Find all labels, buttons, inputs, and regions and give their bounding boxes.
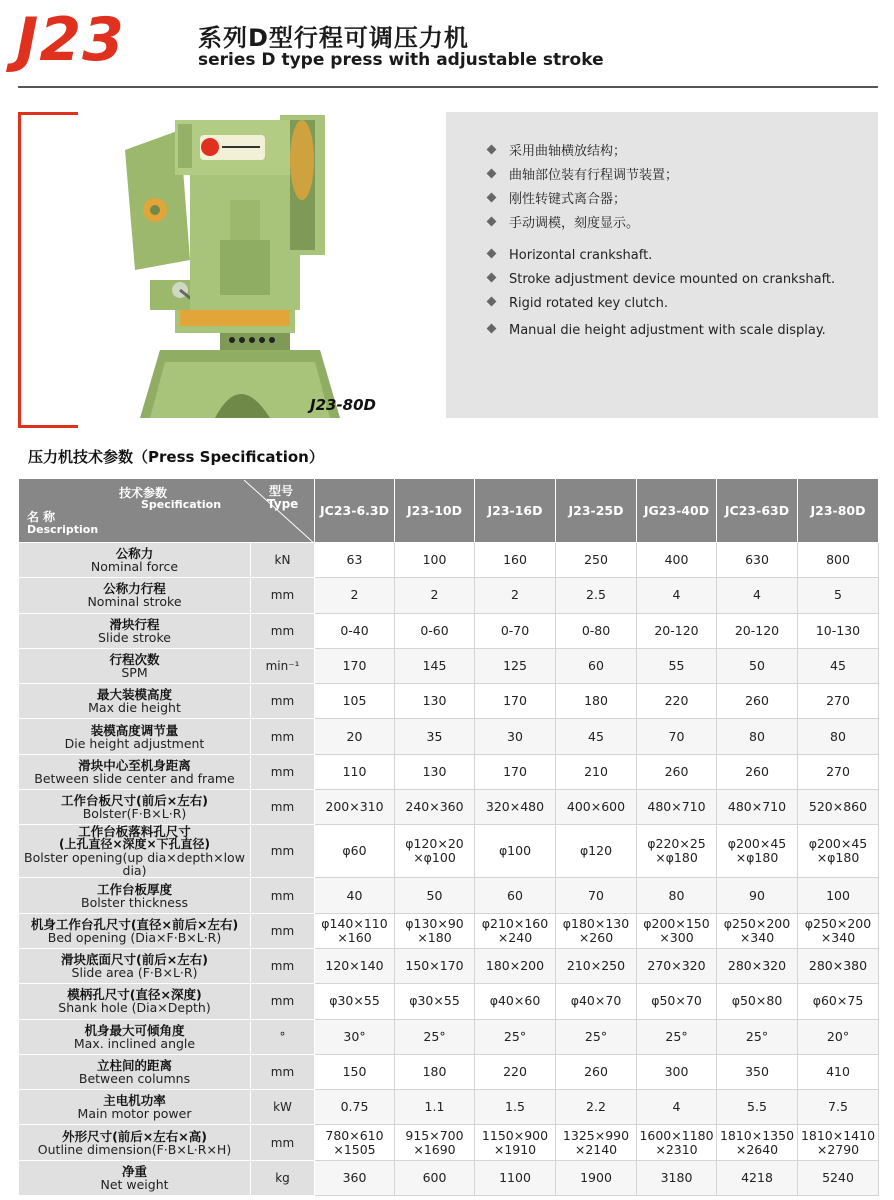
table-cell: 1150×900 ×1910 [475, 1125, 556, 1160]
table-cell: 1.1 [395, 1090, 475, 1125]
table-cell: 170 [475, 684, 556, 719]
feature-zh-2: 曲轴部位装有行程调节装置； [488, 164, 678, 183]
table-cell: 150×170 [395, 948, 475, 983]
table-cell: 1100 [475, 1160, 556, 1195]
table-cell: 2 [395, 578, 475, 613]
table-cell: 160 [475, 543, 556, 578]
description-en: Max die height [88, 700, 181, 716]
feature-en-3: Rigid rotated key clutch. [488, 296, 668, 311]
table-cell: 0-60 [395, 613, 475, 648]
header-divider [18, 86, 878, 88]
description-en: Nominal force [90, 559, 179, 575]
spec-table-title: 压力机技术参数（Press Specification） [28, 448, 324, 466]
row-unit: mm [251, 1054, 315, 1089]
row-description [19, 754, 251, 789]
table-cell: φ220×25 ×φ180 [637, 825, 717, 878]
description-zh: 滑块中心至机身距离 [78, 757, 191, 773]
table-cell: 35 [395, 719, 475, 754]
diamond-bullet-icon [487, 273, 497, 283]
table-cell: 780×610 ×1505 [315, 1125, 395, 1160]
table-cell: 20-120 [717, 613, 798, 648]
table-cell: 400×600 [556, 790, 637, 825]
table-cell: 5240 [798, 1160, 879, 1195]
table-cell: 180×200 [475, 948, 556, 983]
table-cell: 630 [717, 543, 798, 578]
table-row [19, 984, 879, 1019]
description-en: Die height adjustment [64, 735, 205, 751]
row-description [19, 684, 251, 719]
table-cell: 320×480 [475, 790, 556, 825]
description-zh: 外形尺寸(前后×左右×高) [62, 1128, 207, 1144]
table-cell: 5.5 [717, 1090, 798, 1125]
row-unit: mm [251, 913, 315, 948]
table-cell: 20 [315, 719, 395, 754]
corner-desc-zh: 名 称 [27, 509, 56, 524]
description-en: Bolster opening(up dia×depth×low dia) [24, 850, 245, 879]
corner-desc-en: Description [27, 522, 99, 536]
table-corner-header [19, 479, 315, 543]
row-description [19, 913, 251, 948]
table-cell: φ200×45 ×φ180 [798, 825, 879, 878]
table-cell: 63 [315, 543, 395, 578]
description-en: Bolster(F·B×L·R) [82, 806, 187, 822]
table-cell: 0.75 [315, 1090, 395, 1125]
table-row [19, 948, 879, 983]
table-cell: 1325×990 ×2140 [556, 1125, 637, 1160]
corner-type-zh: 型号 [269, 483, 294, 498]
table-cell: 150 [315, 1054, 395, 1089]
description-en: SPM [121, 665, 148, 681]
description-zh: 机身最大可倾角度 [84, 1022, 185, 1038]
row-unit: mm [251, 613, 315, 648]
table-cell: φ140×110 ×160 [315, 913, 395, 948]
row-description [19, 790, 251, 825]
table-cell: 20-120 [637, 613, 717, 648]
title-chinese: 系列D型行程可调压力机 [198, 24, 469, 52]
row-unit: mm [251, 578, 315, 613]
row-description [19, 613, 251, 648]
table-cell: 7.5 [798, 1090, 879, 1125]
table-cell: 80 [798, 719, 879, 754]
table-row [19, 719, 879, 754]
diamond-bullet-icon [487, 145, 497, 155]
row-description [19, 1160, 251, 1195]
row-unit: mm [251, 754, 315, 789]
description-zh: 机身工作台孔尺寸(直径×前后×左右) [30, 916, 239, 932]
table-row [19, 1019, 879, 1054]
row-description [19, 948, 251, 983]
feature-list-panel [446, 112, 878, 418]
table-cell: 1810×1410 ×2790 [798, 1125, 879, 1160]
table-cell: 350 [717, 1054, 798, 1089]
table-cell: 130 [395, 684, 475, 719]
table-cell: 10-130 [798, 613, 879, 648]
table-cell: 2.5 [556, 578, 637, 613]
table-cell: 1.5 [475, 1090, 556, 1125]
table-row [19, 878, 879, 913]
table-cell: 520×860 [798, 790, 879, 825]
table-cell: φ180×130 ×260 [556, 913, 637, 948]
table-row [19, 613, 879, 648]
table-cell: 50 [717, 648, 798, 683]
table-cell: φ120 [556, 825, 637, 878]
table-cell: φ210×160 ×240 [475, 913, 556, 948]
page-header [0, 0, 894, 90]
table-cell: 270 [798, 684, 879, 719]
description-en: Shank hole (Dia×Depth) [58, 1000, 211, 1016]
table-row [19, 648, 879, 683]
table-cell: 220 [637, 684, 717, 719]
table-cell: 250 [556, 543, 637, 578]
description-zh-sub: (上孔直径×深度×下孔直径) [58, 837, 211, 852]
row-description [19, 719, 251, 754]
press-machine-illustration [120, 100, 370, 420]
table-cell: 45 [556, 719, 637, 754]
table-cell: 2 [475, 578, 556, 613]
table-cell: 125 [475, 648, 556, 683]
description-zh: 滑块底面尺寸(前后×左右) [61, 952, 208, 968]
description-en: Between columns [78, 1071, 191, 1086]
table-cell: 100 [395, 543, 475, 578]
table-cell: 200×310 [315, 790, 395, 825]
row-description [19, 1125, 251, 1160]
description-zh: 净重 [121, 1163, 147, 1179]
table-cell: 20° [798, 1019, 879, 1054]
model-header: JC23-6.3D [315, 479, 395, 543]
table-cell: 120×140 [315, 948, 395, 983]
feature-en-2: Stroke adjustment device mounted on crankshaft. [488, 272, 835, 287]
press-specification-table [18, 478, 879, 1196]
table-cell: 70 [556, 878, 637, 913]
description-en: Main motor power [77, 1106, 192, 1122]
table-cell: φ30×55 [395, 984, 475, 1019]
table-cell: 220 [475, 1054, 556, 1089]
table-cell: φ250×200 ×340 [798, 913, 879, 948]
model-header: J23-10D [395, 479, 475, 543]
table-cell: 600 [395, 1160, 475, 1195]
description-zh: 工作台板尺寸(前后×左右) [61, 793, 208, 809]
description-en: Between slide center and frame [34, 770, 235, 786]
corner-type-en: Type [267, 496, 299, 511]
table-cell: 1810×1350 ×2640 [717, 1125, 798, 1160]
table-cell: 100 [798, 878, 879, 913]
row-description [19, 578, 251, 613]
machine-model-label: J23-80D [310, 396, 377, 414]
table-cell: φ30×55 [315, 984, 395, 1019]
red-bracket-decoration [18, 112, 78, 428]
table-cell: 25° [395, 1019, 475, 1054]
description-zh: 最大装模高度 [96, 687, 172, 703]
table-cell: 2 [315, 578, 395, 613]
description-en: Slide stroke [98, 629, 171, 645]
table-cell: φ200×45 ×φ180 [717, 825, 798, 878]
table-cell: φ60×75 [798, 984, 879, 1019]
model-header: JG23-40D [637, 479, 717, 543]
table-cell: 480×710 [637, 790, 717, 825]
table-row [19, 1090, 879, 1125]
description-zh: 工作台板落料孔尺寸 [78, 824, 191, 840]
table-row [19, 1054, 879, 1089]
table-cell: 180 [395, 1054, 475, 1089]
table-cell: φ40×70 [556, 984, 637, 1019]
row-description [19, 1054, 251, 1089]
row-description [19, 1019, 251, 1054]
table-cell: φ100 [475, 825, 556, 878]
table-cell: 145 [395, 648, 475, 683]
feature-zh-3: 刚性转键式离合器； [488, 188, 626, 207]
table-cell: 410 [798, 1054, 879, 1089]
table-cell: 105 [315, 684, 395, 719]
description-en: Nominal stroke [87, 594, 182, 610]
table-cell: 180 [556, 684, 637, 719]
table-cell: 80 [637, 878, 717, 913]
feature-en-4: Manual die height adjustment with scale display. [488, 323, 826, 338]
diamond-bullet-icon [487, 249, 497, 259]
table-cell: 210 [556, 754, 637, 789]
description-en: Max. inclined angle [73, 1035, 196, 1051]
table-cell: φ50×80 [717, 984, 798, 1019]
table-cell: 260 [556, 1054, 637, 1089]
table-row [19, 578, 879, 613]
feature-zh-1: 采用曲轴横放结构； [488, 140, 626, 159]
table-cell: 110 [315, 754, 395, 789]
table-cell: 300 [637, 1054, 717, 1089]
spec-table-body [19, 543, 879, 1196]
row-unit: kg [251, 1160, 315, 1195]
description-zh: 滑块行程 [109, 616, 160, 632]
description-zh: 立柱间的距离 [96, 1058, 172, 1073]
row-unit: mm [251, 984, 315, 1019]
description-en: Outline dimension(F·B×L·R×H) [37, 1141, 232, 1157]
description-en: Slide area (F·B×L·R) [71, 965, 198, 981]
model-header: J23-16D [475, 479, 556, 543]
table-cell: 240×360 [395, 790, 475, 825]
row-unit: mm [251, 790, 315, 825]
table-row [19, 790, 879, 825]
table-cell: 260 [637, 754, 717, 789]
row-unit: mm [251, 825, 315, 878]
table-cell: 55 [637, 648, 717, 683]
diamond-bullet-icon [487, 193, 497, 203]
row-description [19, 543, 251, 578]
row-unit: mm [251, 684, 315, 719]
table-cell: φ200×150 ×300 [637, 913, 717, 948]
table-cell: 90 [717, 878, 798, 913]
feature-zh-4: 手动调模，刻度显示。 [488, 212, 639, 231]
description-zh: 工作台板厚度 [96, 881, 172, 897]
row-description [19, 825, 251, 878]
table-cell: 80 [717, 719, 798, 754]
table-cell: 0-40 [315, 613, 395, 648]
model-header: JC23-63D [717, 479, 798, 543]
row-unit: mm [251, 719, 315, 754]
table-cell: φ40×60 [475, 984, 556, 1019]
table-cell: 40 [315, 878, 395, 913]
table-cell: φ130×90 ×180 [395, 913, 475, 948]
row-unit: mm [251, 878, 315, 913]
diamond-bullet-icon [487, 217, 497, 227]
row-description [19, 878, 251, 913]
model-header: J23-80D [798, 479, 879, 543]
row-unit: mm [251, 1125, 315, 1160]
table-cell: 25° [556, 1019, 637, 1054]
feature-en-1: Horizontal crankshaft. [488, 248, 652, 263]
table-cell: 1600×1180 ×2310 [637, 1125, 717, 1160]
table-row [19, 684, 879, 719]
diamond-bullet-icon [487, 324, 497, 334]
table-cell: 1900 [556, 1160, 637, 1195]
row-unit: min⁻¹ [251, 648, 315, 683]
row-description [19, 648, 251, 683]
table-row [19, 1160, 879, 1195]
corner-spec-en: Specification [141, 497, 222, 511]
table-cell: 4 [717, 578, 798, 613]
table-cell: 0-70 [475, 613, 556, 648]
table-row [19, 825, 879, 878]
table-cell: 2.2 [556, 1090, 637, 1125]
table-cell: 25° [717, 1019, 798, 1054]
row-unit: kW [251, 1090, 315, 1125]
table-cell: φ60 [315, 825, 395, 878]
row-description [19, 984, 251, 1019]
corner-spec-zh: 技术参数 [119, 485, 168, 500]
table-row [19, 913, 879, 948]
row-unit: ° [251, 1019, 315, 1054]
table-cell: 270 [798, 754, 879, 789]
description-zh: 公称力 [115, 546, 154, 562]
table-cell: 4218 [717, 1160, 798, 1195]
row-unit: kN [251, 543, 315, 578]
description-en: Bed opening (Dia×F·B×L·R) [47, 929, 222, 945]
description-zh: 行程次数 [109, 652, 160, 668]
table-cell: φ50×70 [637, 984, 717, 1019]
title-english: series D type press with adjustable stroke [198, 50, 604, 70]
table-cell: 400 [637, 543, 717, 578]
diamond-bullet-icon [487, 169, 497, 179]
table-cell: 4 [637, 1090, 717, 1125]
table-cell: 800 [798, 543, 879, 578]
description-zh: 模柄孔尺寸(直径×深度) [67, 987, 202, 1003]
table-cell: 280×380 [798, 948, 879, 983]
table-cell: 5 [798, 578, 879, 613]
table-cell: 50 [395, 878, 475, 913]
table-cell: 4 [637, 578, 717, 613]
table-cell: 25° [475, 1019, 556, 1054]
table-cell: 25° [637, 1019, 717, 1054]
table-cell: 360 [315, 1160, 395, 1195]
table-header-row [19, 479, 879, 543]
table-cell: 0-80 [556, 613, 637, 648]
description-zh: 装模高度调节量 [90, 722, 179, 738]
table-cell: φ120×20 ×φ100 [395, 825, 475, 878]
table-cell: 130 [395, 754, 475, 789]
table-cell: 30 [475, 719, 556, 754]
table-cell: 210×250 [556, 948, 637, 983]
row-description [19, 1090, 251, 1125]
table-cell: φ250×200 ×340 [717, 913, 798, 948]
table-cell: 30° [315, 1019, 395, 1054]
press-machine-icon [120, 100, 370, 420]
table-row [19, 1125, 879, 1160]
series-logo: J23 [16, 5, 125, 75]
table-cell: 260 [717, 754, 798, 789]
table-row [19, 543, 879, 578]
table-cell: 260 [717, 684, 798, 719]
table-cell: 45 [798, 648, 879, 683]
description-en: Net weight [100, 1176, 169, 1192]
table-cell: 170 [315, 648, 395, 683]
description-en: Bolster thickness [81, 894, 188, 910]
table-cell: 915×700 ×1690 [395, 1125, 475, 1160]
table-cell: 170 [475, 754, 556, 789]
table-cell: 480×710 [717, 790, 798, 825]
diamond-bullet-icon [487, 297, 497, 307]
row-unit: mm [251, 948, 315, 983]
table-cell: 60 [475, 878, 556, 913]
table-cell: 280×320 [717, 948, 798, 983]
table-cell: 60 [556, 648, 637, 683]
table-row [19, 754, 879, 789]
description-zh: 主电机功率 [103, 1093, 166, 1109]
description-zh: 公称力行程 [103, 581, 166, 597]
table-cell: 3180 [637, 1160, 717, 1195]
table-cell: 70 [637, 719, 717, 754]
table-cell: 270×320 [637, 948, 717, 983]
model-header: J23-25D [556, 479, 637, 543]
